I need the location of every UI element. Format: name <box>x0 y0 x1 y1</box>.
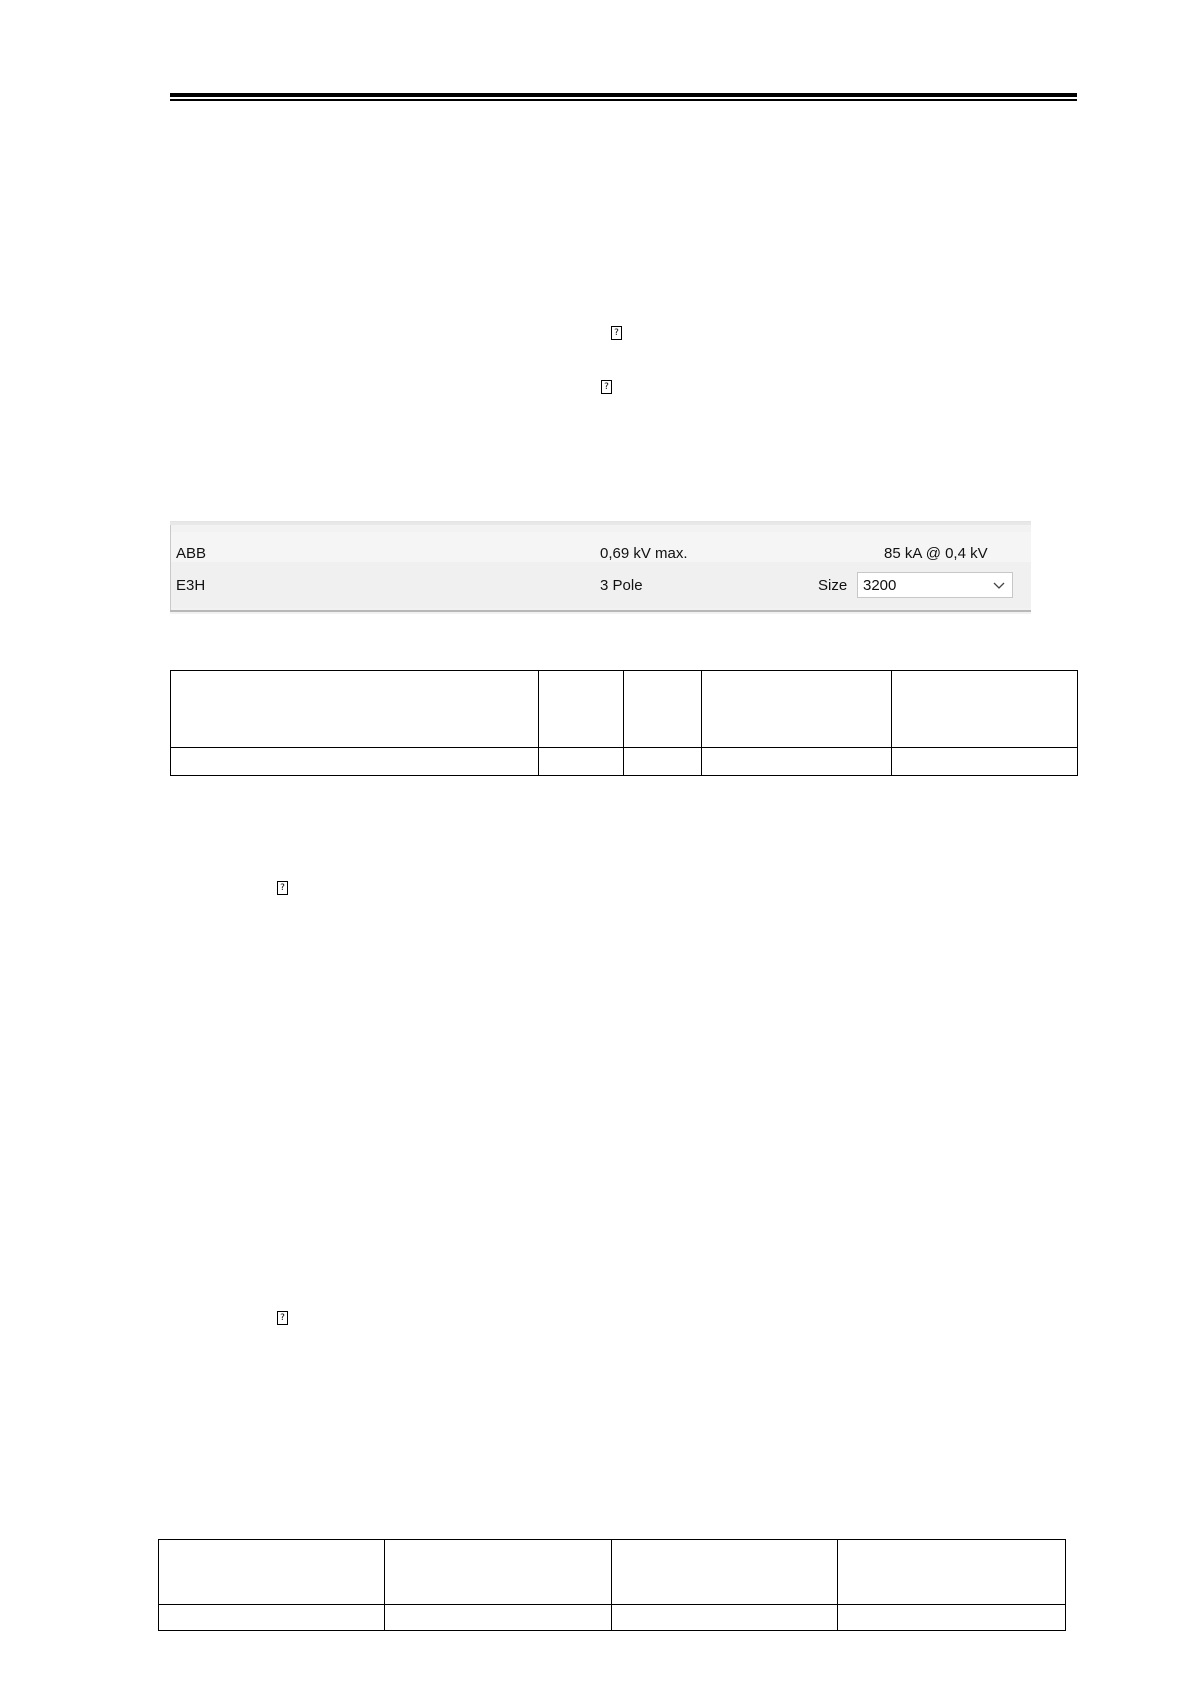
header-rule-thin <box>170 99 1077 101</box>
table-2-cell <box>159 1605 385 1631</box>
table-2 <box>158 1539 1066 1631</box>
table-2-cell <box>385 1605 612 1631</box>
table-1-header-cell <box>171 671 539 748</box>
table-2-header-cell <box>159 1540 385 1605</box>
panel-top-strip <box>170 522 1031 525</box>
table-1-header-row <box>171 671 1078 748</box>
table-1-cell <box>171 748 539 776</box>
missing-glyph-icon: ? <box>277 1311 288 1325</box>
panel-left-edge <box>170 525 171 611</box>
table-1-cell <box>702 748 892 776</box>
table-2-header-cell <box>612 1540 838 1605</box>
size-dropdown-value: 3200 <box>863 577 897 594</box>
table-1-cell <box>624 748 702 776</box>
table-1-header-cell <box>539 671 624 748</box>
table-1 <box>170 670 1078 776</box>
table-1-cell <box>892 748 1078 776</box>
chevron-down-icon <box>993 580 1005 590</box>
breaker-info-panel <box>170 521 1031 614</box>
model-label: E3H <box>176 577 206 594</box>
header-rule-thick <box>170 93 1077 97</box>
missing-glyph-icon: ? <box>611 326 622 340</box>
table-2-cell <box>612 1605 838 1631</box>
panel-bottom-line <box>170 610 1031 612</box>
missing-glyph-icon: ? <box>601 380 612 394</box>
table-1-cell <box>539 748 624 776</box>
size-label: Size <box>818 577 848 594</box>
table-1-header-cell <box>624 671 702 748</box>
table-2-header-row <box>159 1540 1066 1605</box>
table-2-header-cell <box>385 1540 612 1605</box>
table-1-header-cell <box>892 671 1078 748</box>
breaking-capacity-label: 85 kA @ 0,4 kV <box>884 545 988 562</box>
table-2-row <box>159 1605 1066 1631</box>
size-dropdown[interactable] <box>857 572 1013 598</box>
missing-glyph-icon: ? <box>277 881 288 895</box>
voltage-label: 0,69 kV max. <box>600 545 688 562</box>
table-1-row <box>171 748 1078 776</box>
manufacturer-label: ABB <box>176 545 207 562</box>
table-1-header-cell <box>702 671 892 748</box>
poles-label: 3 Pole <box>600 577 643 594</box>
table-2-cell <box>838 1605 1066 1631</box>
table-2-header-cell <box>838 1540 1066 1605</box>
